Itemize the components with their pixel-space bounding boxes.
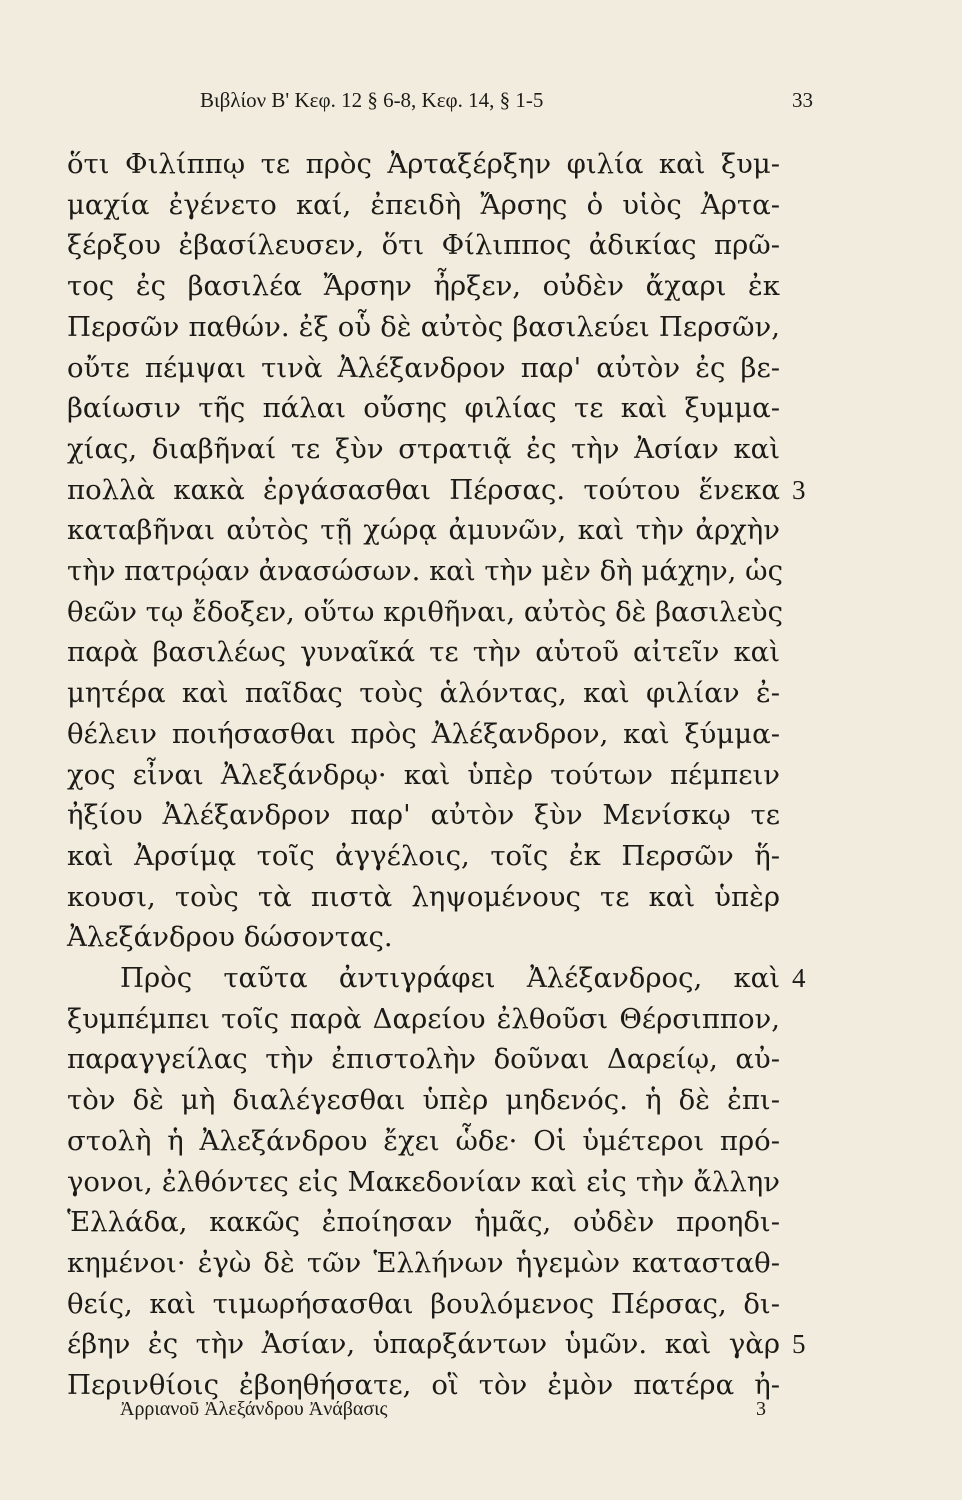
text-line: θέλειν ποιήσασθαι πρὸς Ἀλέξανδρον, καὶ ξύμμα- [67,717,780,750]
text-line: ξέρξου ἐβασίλευσεν, ὅτι Φίλιππος ἀδικίας πρῶ- [67,229,780,262]
text-line: βαίωσιν τῆς πάλαι οὔσης φιλίας τε καὶ ξυμμα- [67,392,780,425]
page-header [0,88,962,118]
page-number: 33 [792,88,813,112]
running-head: Βιβλίον Β' Κεφ. 12 § 6-8, Κεφ. 14, § 1-5 [200,88,544,112]
text-line: Ἀλεξάνδρου δώσοντας. [67,921,393,954]
section-number: 3 [792,474,806,505]
text-line: παρὰ βασιλέως γυναῖκά τε τὴν αὑτοῦ αἰτεῖν καὶ [67,636,780,669]
text-line: ξυμπέμπει τοῖς παρὰ Δαρείου ἐλθοῦσι Θέρσιππον, [67,1002,780,1035]
text-line: θεῶν τῳ ἔδοξεν, οὕτω κριθῆναι, αὐτὸς δὲ βασιλεὺς [67,595,783,628]
text-line: Ἑλλάδα, κακῶς ἐποίησαν ἡμᾶς, οὐδὲν προηδι- [67,1206,780,1239]
text-line: ὅτι Φιλίππῳ τε πρὸς Ἀρταξέρξην φιλία καὶ ξυμ- [67,148,780,180]
signature-mark: 3 [756,1398,766,1420]
text-line: πολλὰ κακὰ ἐργάσασθαι Πέρσας. τούτου ἕνεκα [67,473,780,506]
text-line: παραγγείλας τὴν ἐπιστολὴν δοῦναι Δαρείῳ, αὐ- [67,1043,780,1076]
page-footer [0,1398,962,1428]
text-line: Πρὸς ταῦτα ἀντιγράφει Ἀλέξανδρος, καὶ [120,962,780,994]
section-number: 5 [792,1329,806,1360]
text-line: στολὴ ἡ Ἀλεξάνδρου ἔχει ὧδε· Οἱ ὑμέτεροι πρό- [67,1124,780,1157]
text-line: τὸν δὲ μὴ διαλέγεσθαι ὑπὲρ μηδενός. ἡ δὲ ἐπι- [67,1084,780,1117]
text-line: γονοι, ἐλθόντες εἰς Μακεδονίαν καὶ εἰς τὴν ἄλλην [67,1165,780,1198]
footer-title: Ἀρριανοῦ Ἀλεξάνδρου Ἀνάβασις [120,1398,388,1420]
text-line: έβην ἐς τὴν Ἀσίαν, ὑπαρξάντων ὑμῶν. καὶ γὰρ [67,1328,780,1361]
section-number: 4 [792,963,806,993]
text-line: τος ἐς βασιλέα Ἄρσην ἦρξεν, οὐδὲν ἄχαρι ἐκ [67,270,780,303]
text-line: χος εἶναι Ἀλεξάνδρῳ· καὶ ὑπὲρ τούτων πέμπειν [67,758,780,791]
text-line: κημένοι· ἐγὼ δὲ τῶν Ἑλλήνων ἡγεμὼν κατασταθ- [67,1246,780,1279]
text-line: καταβῆναι αὐτὸς τῇ χώρᾳ ἀμυνῶν, καὶ τὴν ἀρχὴν [67,514,780,547]
text-line: μητέρα καὶ παῖδας τοὺς ἁλόντας, καὶ φιλίαν ἐ- [67,677,780,710]
text-line: οὔτε πέμψαι τινὰ Ἀλέξανδρον παρ' αὐτὸν ἐς βε- [67,351,780,384]
text-line: θείς, καὶ τιμωρήσασθαι βουλόμενος Πέρσας, δι- [67,1287,780,1320]
text-line: Περινθίοις ἐβοηθήσατε, οἳ τὸν ἐμὸν πατέρα ἠ- [67,1369,780,1401]
text-line: μαχία ἐγένετο καί, ἐπειδὴ Ἄρσης ὁ υἱὸς Ἀρτα- [67,188,780,221]
text-line: τὴν πατρῴαν ἀνασώσων. καὶ τὴν μὲν δὴ μάχην, ὡς [67,555,783,587]
text-line: Περσῶν παθών. ἐξ οὗ δὲ αὐτὸς βασιλεύει Περσῶν, [67,310,780,343]
text-line: ἠξίου Ἀλέξανδρον παρ' αὐτὸν ξὺν Μενίσκῳ τε [67,799,780,832]
text-line: κουσι, τοὺς τὰ πιστὰ ληψομένους τε καὶ ὑπὲρ [67,880,780,913]
text-line: χίας, διαβῆναί τε ξὺν στρατιᾷ ἐς τὴν Ἀσίαν καὶ [67,432,780,465]
text-line: καὶ Ἀρσίμᾳ τοῖς ἀγγέλοις, τοῖς ἐκ Περσῶν ἥ- [67,839,780,872]
